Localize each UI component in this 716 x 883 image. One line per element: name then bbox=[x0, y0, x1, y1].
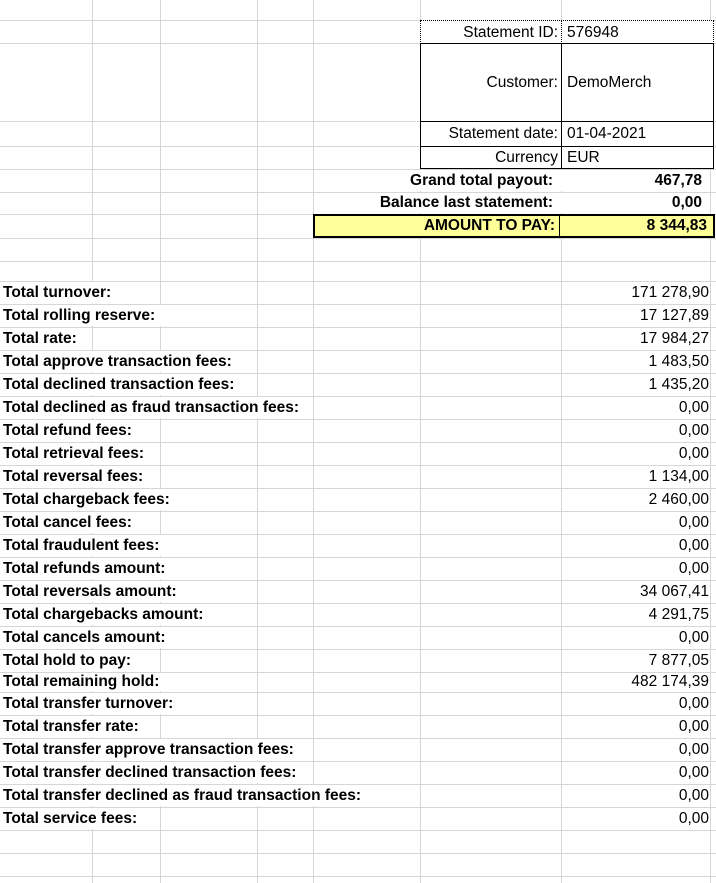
total-row-value[interactable]: 0,00 bbox=[609, 558, 709, 579]
total-row-value[interactable]: 1 435,20 bbox=[609, 374, 709, 395]
total-row-label[interactable]: Total turnover: bbox=[0, 282, 121, 303]
total-row-value[interactable]: 0,00 bbox=[609, 693, 709, 714]
total-row-label[interactable]: Total transfer approve transaction fees: bbox=[0, 739, 304, 760]
total-row-label[interactable]: Total retrieval fees: bbox=[0, 443, 154, 464]
total-row-value[interactable]: 7 877,05 bbox=[609, 650, 709, 671]
total-row-value[interactable]: 17 984,27 bbox=[609, 328, 709, 349]
customer-label[interactable]: Customer: bbox=[486, 73, 558, 91]
balance-last-statement-label[interactable]: Balance last statement: bbox=[379, 194, 553, 211]
total-row bbox=[0, 650, 716, 671]
horizontal-gridline bbox=[0, 876, 716, 877]
total-row-label[interactable]: Total remaining hold: bbox=[0, 673, 169, 691]
total-row-value[interactable]: 0,00 bbox=[609, 785, 709, 806]
total-row-value[interactable]: 0,00 bbox=[609, 627, 709, 648]
total-row-label[interactable]: Total reversals amount: bbox=[0, 581, 187, 602]
statement-info-box bbox=[420, 43, 714, 169]
total-row bbox=[0, 604, 716, 625]
total-row bbox=[0, 397, 716, 418]
total-row bbox=[0, 627, 716, 648]
total-row bbox=[0, 489, 716, 510]
total-row-value[interactable]: 0,00 bbox=[609, 443, 709, 464]
total-row bbox=[0, 466, 716, 487]
total-row-label[interactable]: Total transfer rate: bbox=[0, 716, 149, 737]
total-row-label[interactable]: Total chargeback fees: bbox=[0, 489, 180, 510]
amount-to-pay-value[interactable]: 8 344,83 bbox=[559, 216, 713, 236]
currency-value[interactable]: EUR bbox=[561, 147, 713, 168]
total-row bbox=[0, 374, 716, 395]
total-row bbox=[0, 673, 716, 691]
amount-to-pay-label[interactable]: AMOUNT TO PAY: bbox=[423, 217, 555, 234]
total-row bbox=[0, 282, 716, 303]
total-row-value[interactable]: 0,00 bbox=[609, 716, 709, 737]
grand-total-payout-label[interactable]: Grand total payout: bbox=[410, 171, 553, 189]
total-row-label[interactable]: Total fraudulent fees: bbox=[0, 535, 169, 556]
total-row-value[interactable]: 482 174,39 bbox=[609, 673, 709, 691]
total-row-value[interactable]: 0,00 bbox=[609, 762, 709, 783]
statement-id-row bbox=[420, 20, 714, 44]
total-row-value[interactable]: 17 127,89 bbox=[609, 305, 709, 326]
total-row bbox=[0, 328, 716, 349]
total-row bbox=[0, 762, 716, 783]
total-row-label[interactable]: Total rate: bbox=[0, 328, 87, 349]
statement-id-value[interactable]: 576948 bbox=[561, 21, 713, 44]
total-row bbox=[0, 716, 716, 737]
total-row bbox=[0, 693, 716, 714]
total-row-label[interactable]: Total approve transaction fees: bbox=[0, 351, 242, 372]
total-row bbox=[0, 305, 716, 326]
grand-total-payout-value[interactable]: 467,78 bbox=[654, 171, 702, 189]
total-row-value[interactable]: 1 483,50 bbox=[609, 351, 709, 372]
total-row-value[interactable]: 0,00 bbox=[609, 397, 709, 418]
total-row bbox=[0, 739, 716, 760]
total-row-label[interactable]: Total cancel fees: bbox=[0, 512, 142, 533]
total-row bbox=[0, 558, 716, 579]
amount-to-pay-row bbox=[313, 214, 715, 238]
total-row-value[interactable]: 0,00 bbox=[609, 739, 709, 760]
total-row-value[interactable]: 2 460,00 bbox=[609, 489, 709, 510]
total-row bbox=[0, 512, 716, 533]
total-row-value[interactable]: 34 067,41 bbox=[609, 581, 709, 602]
grand-total-payout-row bbox=[315, 170, 709, 191]
total-row-label[interactable]: Total declined as fraud transaction fees: bbox=[0, 397, 309, 418]
total-row-label[interactable]: Total hold to pay: bbox=[0, 650, 141, 671]
total-row bbox=[0, 443, 716, 464]
total-row-label[interactable]: Total reversal fees: bbox=[0, 466, 153, 487]
total-row-label[interactable]: Total refunds amount: bbox=[0, 558, 175, 579]
total-row-label[interactable]: Total transfer turnover: bbox=[0, 693, 183, 714]
statement-date-row bbox=[421, 121, 713, 146]
customer-row bbox=[421, 44, 713, 121]
total-row-label[interactable]: Total transfer declined as fraud transaction fees: bbox=[0, 785, 371, 806]
total-row-label[interactable]: Total declined transaction fees: bbox=[0, 374, 244, 395]
currency-label[interactable]: Currency bbox=[495, 148, 558, 166]
total-row-label[interactable]: Total cancels amount: bbox=[0, 627, 176, 648]
total-row bbox=[0, 581, 716, 602]
total-row-label[interactable]: Total transfer declined transaction fees: bbox=[0, 762, 306, 783]
horizontal-gridline bbox=[0, 261, 716, 262]
total-row-label[interactable]: Total refund fees: bbox=[0, 420, 142, 441]
horizontal-gridline bbox=[0, 238, 716, 239]
total-row-label[interactable]: Total chargebacks amount: bbox=[0, 604, 213, 625]
balance-last-statement-value[interactable]: 0,00 bbox=[671, 194, 702, 211]
total-row-value[interactable]: 0,00 bbox=[609, 808, 709, 829]
currency-row bbox=[421, 146, 713, 168]
total-row-value[interactable]: 0,00 bbox=[609, 512, 709, 533]
total-row-value[interactable]: 0,00 bbox=[609, 535, 709, 556]
horizontal-gridline bbox=[0, 830, 716, 831]
customer-value[interactable]: DemoMerch bbox=[561, 44, 713, 121]
balance-last-statement-row bbox=[315, 193, 709, 213]
statement-date-label[interactable]: Statement date: bbox=[448, 125, 558, 142]
total-row-label[interactable]: Total service fees: bbox=[0, 808, 147, 829]
total-row-label[interactable]: Total rolling reserve: bbox=[0, 305, 165, 326]
total-row bbox=[0, 785, 716, 806]
total-row-value[interactable]: 4 291,75 bbox=[609, 604, 709, 625]
total-row bbox=[0, 351, 716, 372]
total-row bbox=[0, 420, 716, 441]
total-row bbox=[0, 535, 716, 556]
horizontal-gridline bbox=[0, 853, 716, 854]
total-row bbox=[0, 808, 716, 829]
total-row-value[interactable]: 1 134,00 bbox=[609, 466, 709, 487]
statement-date-value[interactable]: 01-04-2021 bbox=[561, 122, 713, 146]
total-row-value[interactable]: 0,00 bbox=[609, 420, 709, 441]
statement-id-label[interactable]: Statement ID: bbox=[463, 23, 558, 41]
total-row-value[interactable]: 171 278,90 bbox=[609, 282, 709, 303]
